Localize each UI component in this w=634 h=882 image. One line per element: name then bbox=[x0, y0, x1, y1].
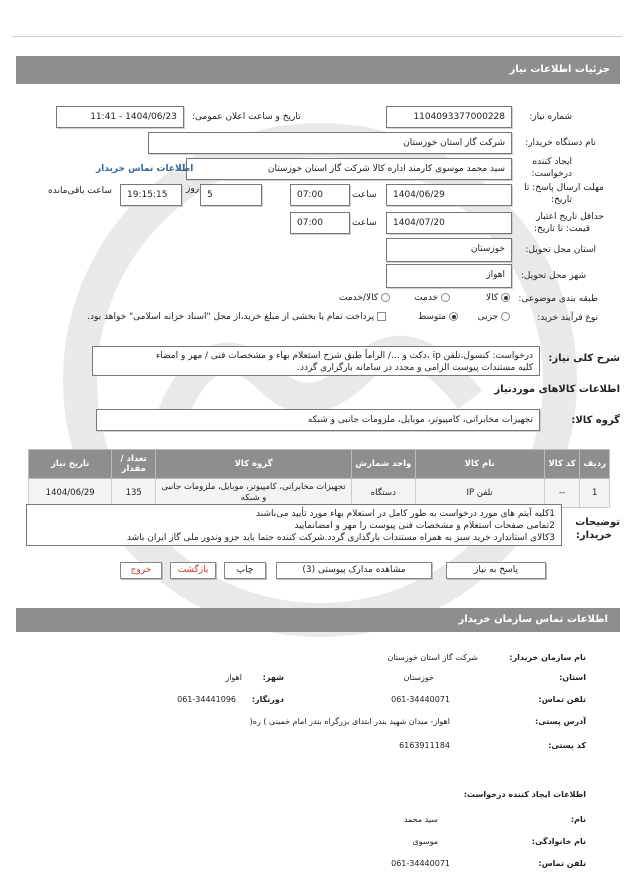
creator-first: سید محمد bbox=[403, 815, 438, 824]
contact-province-label: استان: bbox=[559, 673, 586, 682]
radio-selected-icon[interactable] bbox=[449, 312, 458, 321]
description-label: شرح کلی نیاز: bbox=[548, 353, 620, 364]
category-option-goods[interactable]: کالا bbox=[486, 293, 510, 303]
top-divider bbox=[12, 36, 622, 37]
col-unit: واحد شمارش bbox=[352, 450, 415, 479]
cell-date: 1404/06/29 bbox=[29, 479, 112, 508]
need-number-label: شماره نیاز: bbox=[529, 112, 572, 122]
process-label: نوع فرآیند خرید: bbox=[537, 313, 598, 323]
buyer-org-label: نام دستگاه خریدار: bbox=[525, 138, 596, 148]
goods-group-label: گروه کالا: bbox=[571, 415, 620, 426]
announce-field: 1404/06/23 - 11:41 bbox=[56, 106, 184, 128]
radio-icon[interactable] bbox=[501, 312, 510, 321]
contact-fax-label: دورنگار: bbox=[251, 695, 284, 704]
creator-contact-title: اطلاعات ایجاد کننده درخواست: bbox=[463, 790, 586, 799]
deadline-time-label: ساعت bbox=[352, 190, 377, 200]
notes-label: توضیحات bbox=[575, 517, 620, 528]
notes-label-2: خریدار: bbox=[575, 530, 612, 541]
contact-postal-label: کد پستی: bbox=[548, 741, 586, 750]
contact-phone: 061-34440071 bbox=[391, 695, 450, 704]
goods-group-field: تجهیزات مخابراتی، کامپیوتر، موبایل، ملزومات جانبی و شبکه bbox=[96, 409, 540, 431]
description-line-1: درخواست: کنسول،تلفن ip ،دکت و .../ الزاماً طبق شرح استعلام بهاء و مشخصات فنی / مهر و امضاء bbox=[156, 351, 533, 361]
page-header bbox=[16, 56, 620, 84]
contact-address-label: آدرس پستی: bbox=[535, 717, 586, 726]
buyer-contact-title: اطلاعات تماس سازمان خریدار bbox=[458, 614, 608, 625]
creator-field: سید محمد موسوی کارمند اداره کالا شرکت گاز استان خوزستان bbox=[186, 158, 512, 180]
goods-table bbox=[28, 449, 610, 508]
category-label: طبقه بندی موضوعی: bbox=[518, 294, 598, 304]
deadline-label-2: تاریخ: bbox=[551, 195, 572, 205]
respond-button[interactable]: پاسخ به نیاز bbox=[446, 562, 546, 579]
notes-line-2: 2تمامی صفحات استعلام و مشخصات فنی پیوست را مهر و امضانمایید bbox=[294, 521, 555, 531]
days-label: روز bbox=[186, 184, 200, 194]
deadline-time-field: 07:00 bbox=[290, 184, 350, 206]
notes-line-3: 3کالای استاندارد خرید سبز به همراه مستندات بارگذاری گردد.شرکت کننده حتما باید جزو وندور ملی گاز ایران باشد bbox=[126, 533, 555, 543]
validity-time-label: ساعت bbox=[352, 218, 377, 228]
contact-city: اهواز bbox=[225, 673, 242, 682]
need-number-field: 1104093377000228 bbox=[386, 106, 512, 128]
contact-province: خوزستان bbox=[403, 673, 434, 682]
announce-label: تاریخ و ساعت اعلان عمومی: bbox=[192, 112, 301, 122]
creator-label: ایجاد کننده bbox=[532, 157, 572, 167]
print-button[interactable]: چاپ bbox=[224, 562, 266, 579]
col-group: گروه کالا bbox=[156, 450, 352, 479]
cell-code: -- bbox=[544, 479, 580, 508]
contact-phone-label: تلفن تماس: bbox=[538, 695, 586, 704]
category-option-both[interactable]: کالا/خدمت bbox=[339, 293, 390, 303]
contact-address: اهواز- میدان شهید بندر ابتدای بزرگراه بندر امام خمینی ) ره( bbox=[249, 717, 450, 726]
creator-phone: 061-34440071 bbox=[391, 859, 450, 868]
page-title: جزئیات اطلاعات نیاز bbox=[509, 64, 610, 75]
radio-icon[interactable] bbox=[441, 293, 450, 302]
creator-label-2: درخواست: bbox=[531, 169, 572, 179]
validity-label: حداقل تاریخ اعتبار bbox=[536, 212, 604, 222]
city-label: شهر محل تحویل: bbox=[520, 271, 586, 281]
col-name: نام کالا bbox=[415, 450, 544, 479]
creator-last: موسوی bbox=[412, 837, 438, 846]
province-label: استان محل تحویل: bbox=[525, 245, 596, 255]
creator-phone-label: تلفن تماس: bbox=[538, 859, 586, 868]
notes-box bbox=[26, 504, 562, 546]
radio-selected-icon[interactable] bbox=[501, 293, 510, 302]
days-field: 5 bbox=[200, 184, 262, 206]
exit-button[interactable]: خروج bbox=[120, 562, 162, 579]
col-code: کد کالا bbox=[544, 450, 580, 479]
validity-date-field: 1404/07/20 bbox=[386, 212, 512, 234]
col-qty: تعداد / مقدار bbox=[112, 450, 156, 479]
goods-section-title: اطلاعات کالاهای موردنیاز bbox=[494, 384, 620, 395]
col-date: تاریخ نیاز bbox=[29, 450, 112, 479]
buyer-org-field: شرکت گاز استان خوزستان bbox=[148, 132, 512, 154]
remaining-time-field: 19:15:15 bbox=[120, 184, 182, 206]
city-field: اهواز bbox=[386, 264, 512, 288]
validity-time-field: 07:00 bbox=[290, 212, 350, 234]
process-option-minor[interactable]: جزیی bbox=[478, 312, 510, 322]
attachments-button[interactable]: مشاهده مدارک پیوستی (3) bbox=[276, 562, 432, 579]
cell-group: تجهیزات مخابراتی، کامپیوتر، موبایل، ملزومات جانبی و شبکه bbox=[156, 479, 352, 508]
category-option-service[interactable]: خدمت bbox=[414, 293, 450, 303]
table-header-row bbox=[29, 450, 610, 479]
province-field: خوزستان bbox=[386, 238, 512, 262]
process-option-medium[interactable]: متوسط bbox=[418, 312, 458, 322]
back-button[interactable]: بازگشت bbox=[170, 562, 216, 579]
contact-city-label: شهر: bbox=[262, 673, 284, 682]
remaining-time-label: ساعت باقی‌مانده bbox=[48, 186, 112, 196]
checkbox-icon[interactable] bbox=[377, 312, 386, 321]
creator-first-label: نام: bbox=[570, 815, 586, 824]
cell-unit: دستگاه bbox=[352, 479, 415, 508]
radio-icon[interactable] bbox=[381, 293, 390, 302]
col-row: ردیف bbox=[580, 450, 610, 479]
buyer-contact-header bbox=[16, 608, 620, 632]
validity-label-2: قیمت: تا تاریخ: bbox=[534, 224, 590, 234]
contact-postal: 6163911184 bbox=[399, 741, 450, 750]
notes-line-1: 1کلیه آیتم های مورد درخواست به طور کامل در استعلام بهاء مورد تأیید می‌باشند bbox=[256, 509, 555, 519]
contact-org: شرکت گاز استان خوزستان bbox=[387, 653, 478, 662]
contact-fax: 061-34441096 bbox=[177, 695, 236, 704]
buyer-contact-link[interactable]: اطلاعات تماس خریدار bbox=[96, 164, 194, 174]
cell-row: 1 bbox=[580, 479, 610, 508]
creator-last-label: نام خانوادگی: bbox=[531, 837, 586, 846]
deadline-date-field: 1404/06/29 bbox=[386, 184, 512, 206]
deadline-label: مهلت ارسال پاسخ: تا bbox=[524, 183, 604, 193]
payment-checkbox[interactable]: پرداخت تمام یا بخشی از مبلغ خرید،از محل "اسناد خزانه اسلامی" خواهد بود. bbox=[87, 312, 386, 322]
contact-org-label: نام سازمان خریدار: bbox=[509, 653, 586, 662]
cell-qty: 135 bbox=[112, 479, 156, 508]
description-box bbox=[92, 346, 540, 376]
cell-name: تلفن IP bbox=[415, 479, 544, 508]
description-line-2: کلیه مستندات پیوست الزامی و مجدد در سامانه بارگزاری گردد. bbox=[297, 363, 533, 373]
